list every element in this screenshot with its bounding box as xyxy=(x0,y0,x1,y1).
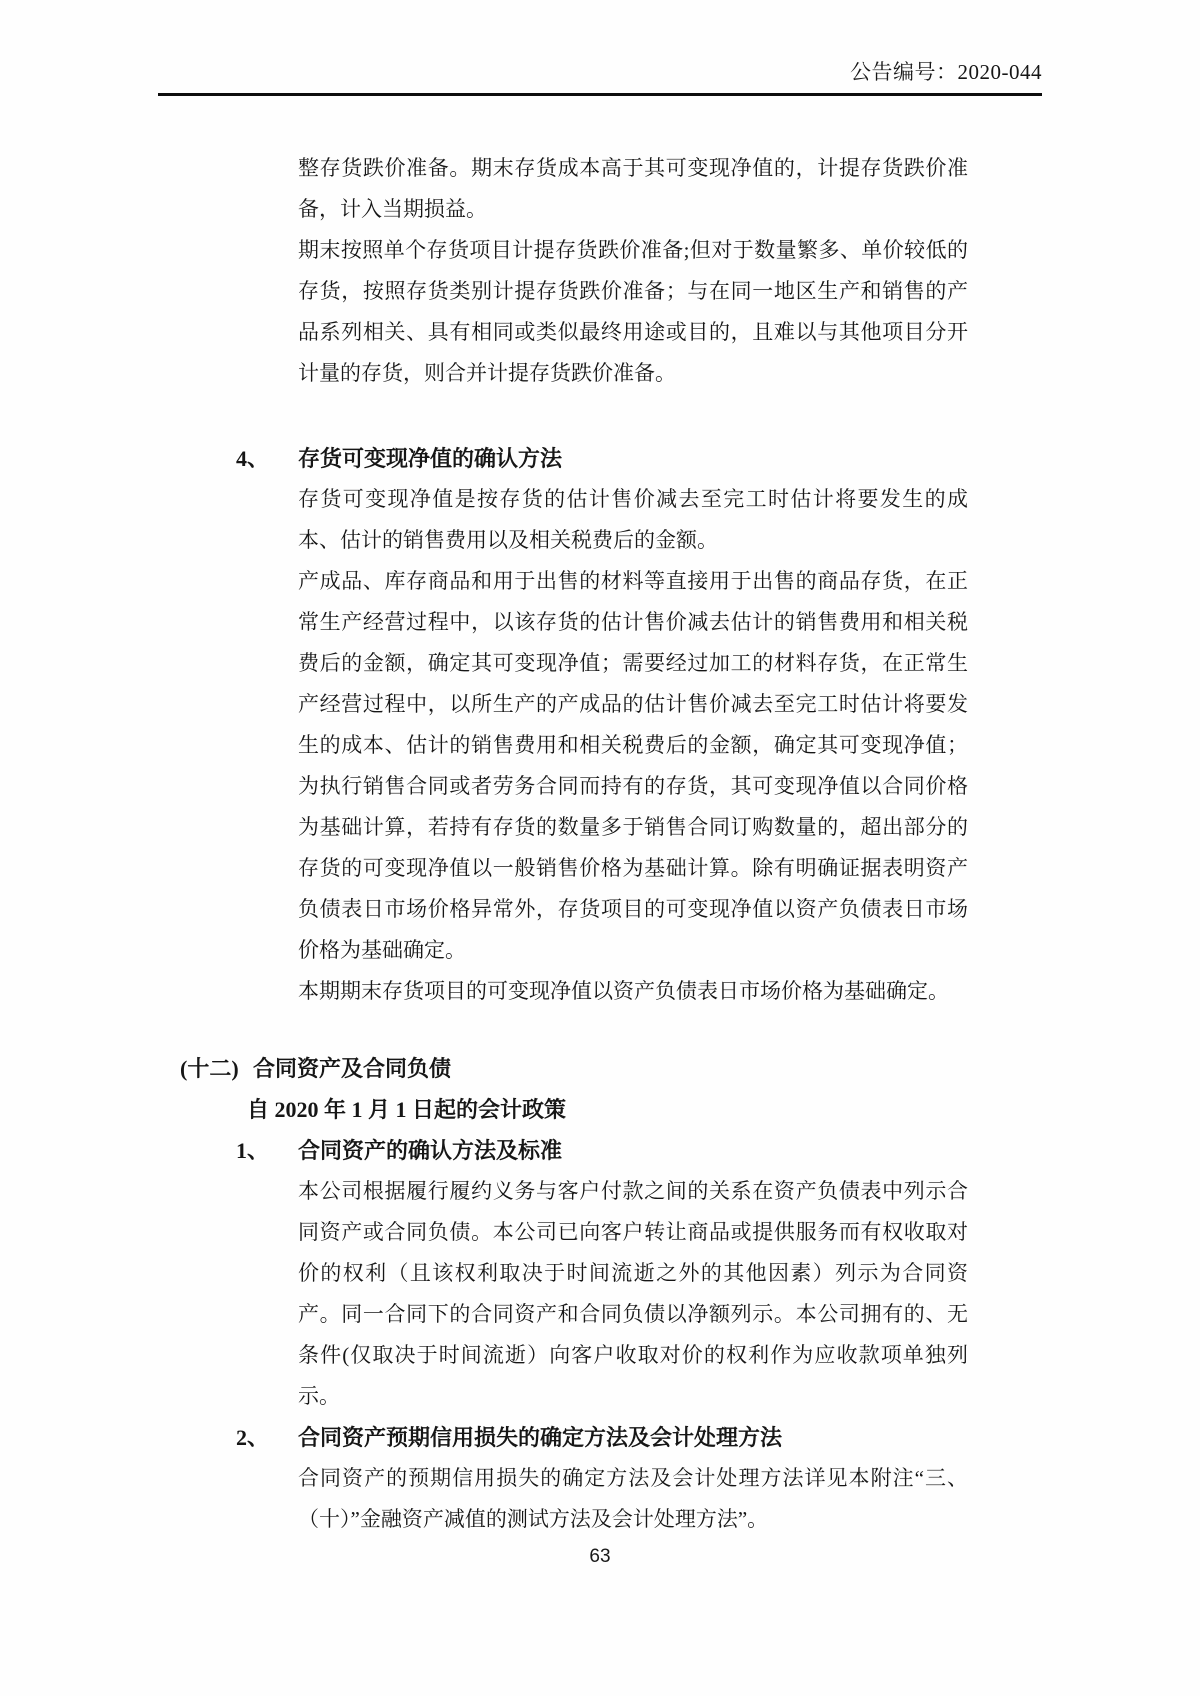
heading-title: 合同资产预期信用损失的确定方法及会计处理方法 xyxy=(298,1425,783,1450)
header-rule xyxy=(158,93,1042,96)
page-number: 63 xyxy=(589,1546,611,1567)
heading-nrv-method xyxy=(236,438,998,479)
paragraph-nrv-3: 本期期末存货项目的可变现净值以资产负债表日市场价格为基础确定。 xyxy=(298,979,949,1003)
heading-number: 2、 xyxy=(236,1425,270,1450)
heading-title: 合同资产的确认方法及标准 xyxy=(298,1138,563,1163)
heading-number: 1、 xyxy=(236,1138,270,1163)
document-body xyxy=(0,148,1200,1540)
heading-contract-recognition xyxy=(236,1130,998,1171)
paragraph-inventory-provision-1: 整存货跌价准备。期末存货成本高于其可变现净值的，计提存货跌价准备，计入当期损益。 xyxy=(298,156,968,221)
paragraph-contract-recognition: 本公司根据履行履约义务与客户付款之间的关系在资产负债表中列示合同资产或合同负债。本公司已向客户转让商品或提供服务而有权收取对价的权利（且该权利取决于时间流逝之外的其他因素）列示为合同资产。同一合同下的合同资产和合同负债以净额列示。本公司拥有的、无条件(仅取决于时间流逝）向客户收取对价的权利作为应收款项单独列示。 xyxy=(298,1179,968,1408)
paragraph-nrv-1: 存货可变现净值是按存货的估计售价减去至完工时估计将要发生的成本、估计的销售费用以及相关税费后的金额。 xyxy=(298,487,968,552)
section-heading-contract-assets xyxy=(180,1048,993,1089)
heading-title: 存货可变现净值的确认方法 xyxy=(298,446,563,471)
paragraph-nrv-2: 产成品、库存商品和用于出售的材料等直接用于出售的商品存货，在正常生产经营过程中，以该存货的估计售价减去估计的销售费用和相关税费后的金额，确定其可变现净值；需要经过加工的材料存货，在正常生产经营过程中，以所生产的产成品的估计售价减去至完工时估计将要发生的成本、估计的销售费用和相关税费后的金额，确定其可变现净值；为执行销售合同或者劳务合同而持有的存货，其可变现净值以合同价格为基础计算，若持有存货的数量多于销售合同订购数量的，超出部分的存货的可变现净值以一般销售价格为基础计算。除有明确证据表明资产负债表日市场价格异常外，存货项目的可变现净值以资产负债表日市场价格为基础确定。 xyxy=(298,569,968,962)
heading-number: 4、 xyxy=(236,446,270,471)
section-number: (十二) xyxy=(180,1056,239,1081)
subheading-accounting-policy-date: 自 2020 年 1 月 1 日起的会计政策 xyxy=(247,1097,567,1122)
heading-contract-ecl xyxy=(236,1417,998,1458)
announcement-number: 公告编号：2020-044 xyxy=(850,60,1042,84)
paragraph-inventory-provision-2: 期末按照单个存货项目计提存货跌价准备;但对于数量繁多、单价较低的存货，按照存货类别计提存货跌价准备；与在同一地区生产和销售的产品系列相关、具有相同或类似最终用途或目的，且难以与其他项目分开计量的存货，则合并计提存货跌价准备。 xyxy=(298,238,968,385)
paragraph-contract-ecl: 合同资产的预期信用损失的确定方法及会计处理方法详见本附注“三、（十）”金融资产减值的测试方法及会计处理方法”。 xyxy=(298,1466,968,1531)
section-title: 合同资产及合同负债 xyxy=(253,1056,452,1081)
